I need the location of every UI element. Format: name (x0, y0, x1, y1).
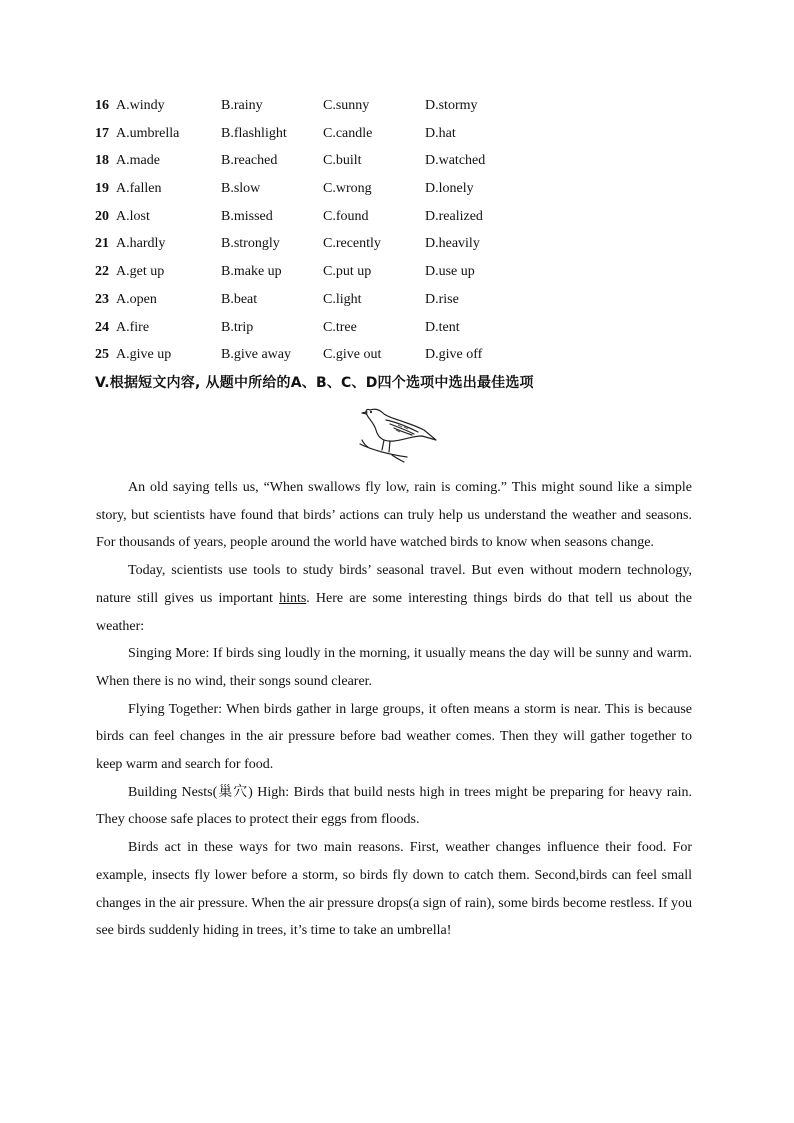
option-d: D.watched (425, 153, 486, 169)
answer-options-list (95, 96, 715, 373)
option-c: C.tree (323, 319, 357, 335)
passage-paragraph-1: An old saying tells us, “When swallows fly low, rain is coming.” This might sound like a simple story, but scientists have found that birds’ actions can truly help us understand the weather and seasons. For thousands of years, people around the world have watched birds to know when seasons change. (96, 480, 692, 551)
passage-paragraph-6: Birds act in these ways for two main reasons. First, weather changes influence their food. For example, insects fly lower before a storm, so birds fly down to catch them. Second,birds can feel small changes in the air pressure. When the air pressure drops(a sign of rain), some birds become restless. If you see birds suddenly hiding in trees, it’s time to take an umbrella! (96, 840, 692, 939)
question-number: 23 (95, 291, 109, 307)
passage-paragraph-4: Flying Together: When birds gather in large groups, it often means a storm is near. This is because birds can feel changes in the air pressure before bad weather comes. Then they will gather together to keep warm and search for food. (96, 701, 692, 773)
question-row-25 (95, 345, 715, 373)
bird-on-branch-icon (352, 400, 442, 466)
option-b: B.make up (221, 264, 282, 280)
question-row-18 (95, 151, 715, 179)
reading-passage (96, 474, 692, 945)
option-b: B.give away (221, 347, 291, 363)
underlined-word-hints: hints (279, 590, 307, 606)
question-row-23 (95, 290, 715, 318)
option-c: C.candle (323, 125, 373, 141)
option-b: B.strongly (221, 236, 280, 252)
passage-paragraph-2 (96, 557, 692, 640)
question-row-24 (95, 318, 715, 346)
option-a: A.open (116, 291, 157, 307)
option-a: A.made (116, 153, 160, 169)
option-d: D.use up (425, 264, 475, 280)
option-b: B.rainy (221, 98, 263, 113)
question-number: 16 (95, 98, 109, 113)
option-c: C.put up (323, 264, 372, 280)
question-number: 21 (95, 236, 109, 252)
option-b: B.slow (221, 181, 261, 197)
option-a: A.fire (116, 319, 150, 335)
option-a: A.fallen (116, 181, 162, 197)
option-c: C.light (323, 291, 362, 307)
option-c: C.found (323, 208, 369, 224)
question-number: 18 (95, 153, 109, 169)
option-b: B.flashlight (221, 125, 287, 141)
option-a: A.get up (116, 264, 165, 280)
option-d: D.hat (425, 125, 456, 141)
option-a: A.umbrella (116, 125, 180, 141)
option-d: D.rise (425, 291, 459, 307)
option-c: C.give out (323, 347, 382, 363)
option-a: A.hardly (116, 236, 166, 252)
option-d: D.tent (425, 319, 460, 335)
option-d: D.realized (425, 208, 483, 224)
option-d: D.lonely (425, 181, 474, 197)
option-a: A.lost (116, 208, 150, 224)
option-d: D.heavily (425, 236, 480, 252)
question-number: 19 (95, 181, 109, 197)
option-d: D.give off (425, 347, 483, 363)
option-b: B.reached (221, 153, 278, 169)
p2-text-before: Today, scientists use tools to study birds’ seasonal travel. But even without modern technology, nature still gives us important (96, 563, 692, 606)
question-number: 25 (95, 347, 109, 363)
question-row-19 (95, 179, 715, 207)
question-number: 20 (95, 208, 109, 224)
option-c: C.sunny (323, 98, 370, 113)
option-b: B.missed (221, 208, 273, 224)
option-b: B.beat (221, 291, 258, 307)
question-row-21 (95, 234, 715, 262)
question-row-16 (95, 96, 715, 124)
question-row-17 (95, 124, 715, 152)
section-heading: V.根据短文内容, 从题中所给的A、B、C、D四个选项中选出最佳选项 (95, 375, 534, 391)
question-row-22 (95, 262, 715, 290)
option-a: A.give up (116, 347, 172, 363)
passage-paragraph-3: Singing More: If birds sing loudly in the morning, it usually means the day will be sunny and warm. When there is no wind, their songs sound clearer. (96, 646, 692, 689)
option-c: C.recently (323, 236, 381, 252)
option-c: C.built (323, 153, 362, 169)
p2-text-after: . Here are some interesting things birds do that tell us about the weather: (96, 590, 693, 634)
passage-paragraph-5: Building Nests(巢穴) High: Birds that build nests high in trees might be preparing for heavy rain. They choose safe places to protect their eggs from floods. (96, 784, 692, 828)
option-b: B.trip (221, 319, 254, 335)
question-number: 24 (95, 319, 109, 335)
option-c: C.wrong (323, 181, 372, 197)
option-d: D.stormy (425, 98, 478, 113)
question-number: 22 (95, 264, 109, 280)
question-row-20 (95, 207, 715, 235)
option-a: A.windy (116, 98, 165, 113)
question-number: 17 (95, 125, 109, 141)
